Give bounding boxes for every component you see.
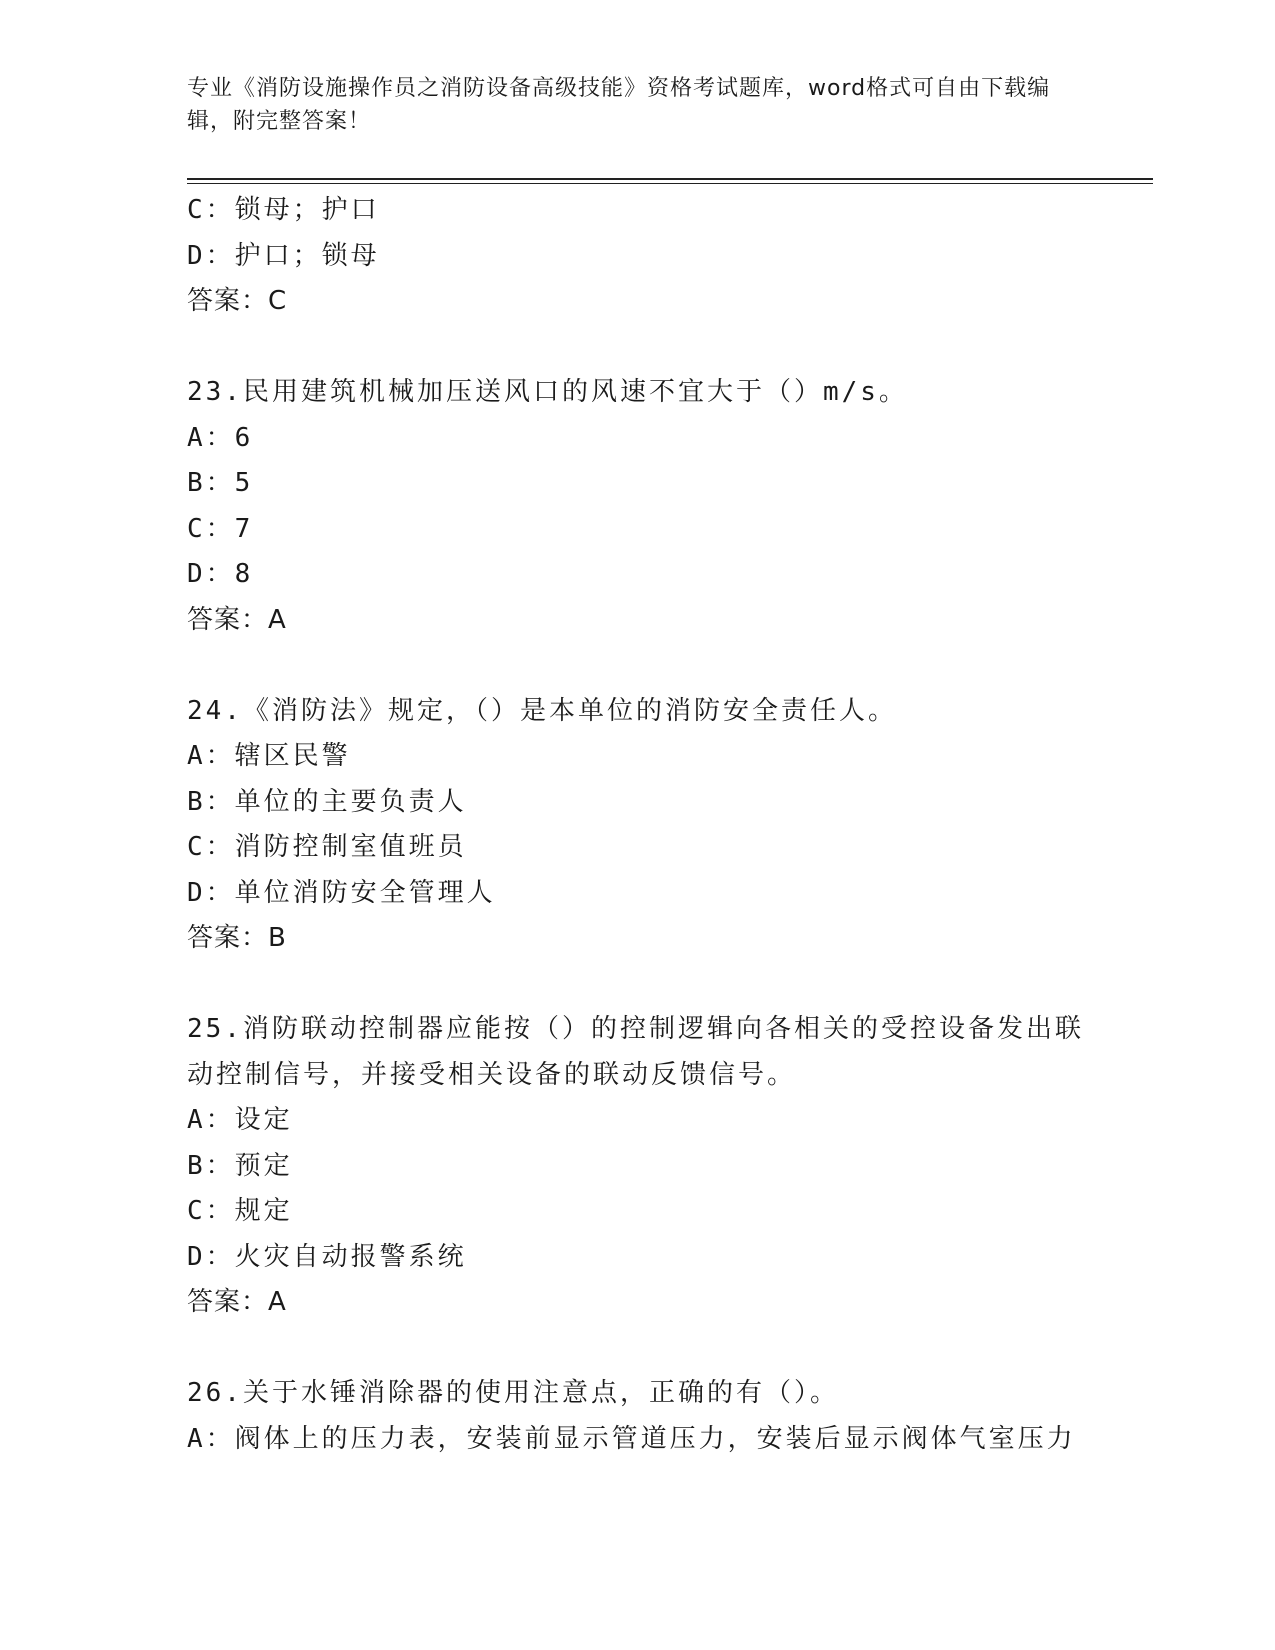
question-stem: 24.《消防法》规定，（）是本单位的消防安全责任人。 — [187, 695, 897, 726]
question-stem: 26.关于水锤消除器的使用注意点，正确的有（）。 — [187, 1378, 839, 1408]
option-c: C：消防控制室值班员 — [187, 832, 467, 862]
option-c: C：7 — [187, 513, 254, 544]
question-24 — [187, 689, 1087, 962]
question-26 — [187, 1371, 1087, 1462]
prev-question — [187, 188, 1087, 325]
option-b: B：单位的主要负责人 — [187, 786, 467, 817]
option-a: A：辖区民警 — [187, 741, 351, 771]
question-stem: 25.消防联动控制器应能按（）的控制逻辑向各相关的受控设备发出联动控制信号，并接受相关设备的联动反馈信号。 — [187, 1014, 1084, 1090]
question-stem: 23.民用建筑机械加压送风口的风速不宜大于（）m/s。 — [187, 377, 908, 407]
option-b: B：预定 — [187, 1150, 293, 1181]
answer-line: 答案：A — [187, 1287, 287, 1317]
question-23 — [187, 370, 1087, 643]
option-c: C：锁母；护口 — [187, 195, 380, 225]
option-d: D：单位消防安全管理人 — [187, 877, 496, 908]
option-b: B：5 — [187, 468, 254, 498]
option-c: C：规定 — [187, 1196, 293, 1226]
answer-line: 答案：A — [187, 604, 287, 635]
option-a: A：6 — [187, 422, 254, 453]
option-d: D：护口；锁母 — [187, 240, 380, 271]
option-a: A：阀体上的压力表，安装前显示管道压力，安装后显示阀体气室压力 — [187, 1423, 1076, 1454]
option-d: D：8 — [187, 559, 254, 589]
question-25 — [187, 1007, 1087, 1326]
document-header: 专业《消防设施操作员之消防设备高级技能》资格考试题库，word格式可自由下载编辑，附完整答案！ — [187, 76, 1051, 134]
option-a: A：设定 — [187, 1105, 293, 1135]
header-rule-thin — [187, 183, 1153, 184]
answer-line: 答案：B — [187, 923, 287, 953]
question-list — [187, 188, 1087, 1462]
answer-line: 答案：C — [187, 286, 288, 316]
header-rule-thick — [187, 178, 1153, 180]
option-d: D：火灾自动报警系统 — [187, 1241, 467, 1272]
